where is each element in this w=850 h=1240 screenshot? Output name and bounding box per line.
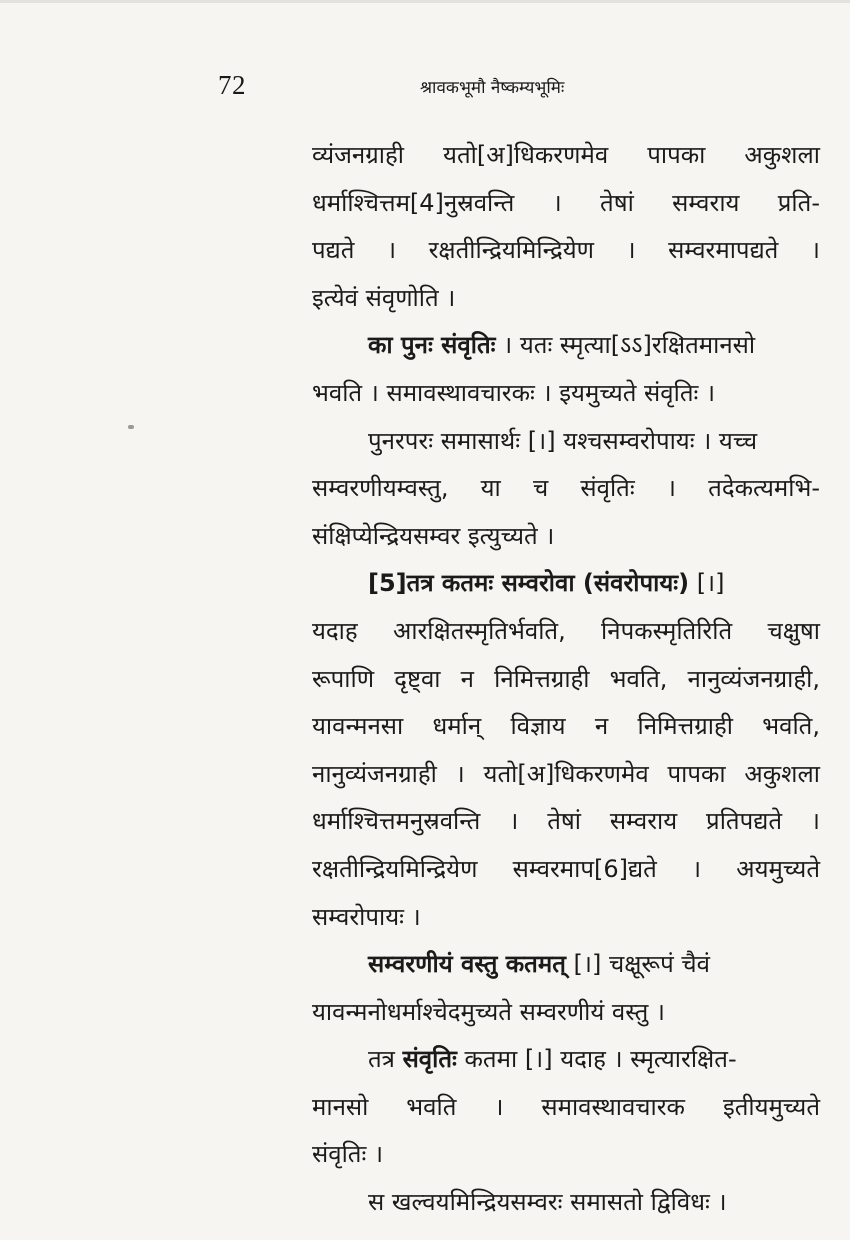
text-run: । यतः स्मृत्या[ऽऽ]रक्षितमानसो xyxy=(495,331,756,360)
text-line: धर्माश्चित्तम[4]नुस्रवन्ति । तेषां सम्वराय प्रति- xyxy=(312,188,820,217)
paragraph-start-line xyxy=(312,322,820,370)
text-line: संक्षिप्येन्द्रियसम्वर इत्युच्यते । xyxy=(312,521,555,550)
text-line: धर्माश्चित्तमनुस्रवन्ति । तेषां सम्वराय प्रतिपद्यते । xyxy=(312,807,820,836)
bold-heading-phrase: संवृतिः xyxy=(402,1045,457,1074)
text-line: यावन्मनोधर्माश्चेदमुच्यते सम्वरणीयं वस्तु । xyxy=(312,997,665,1026)
bold-heading-phrase: सम्वरणीयं वस्तु कतमत् xyxy=(368,950,566,979)
running-title: श्रावकभूमौ नैष्कम्यभूमिः xyxy=(420,78,565,98)
text-line: इत्येवं संवृणोति । xyxy=(312,283,456,312)
text-line: सम्वरणीयम्वस्तु, या च संवृतिः । तदेकत्यमभि- xyxy=(312,474,820,503)
text-line: सम्वरोपायः । xyxy=(312,902,421,931)
text-run: कतमा [।] यदाह । स्मृत्यारक्षित- xyxy=(456,1045,737,1074)
text-run: [।] चक्षूरूपं चैवं xyxy=(565,950,710,979)
text-line: व्यंजनग्राही यतो[अ]धिकरणमेव पापका अकुशला xyxy=(312,141,820,169)
paragraph-start-line: पुनरपरः समासार्थः [।] यश्चसम्वरोपायः । यच्च xyxy=(368,426,758,455)
page-body xyxy=(312,132,820,1227)
paragraph-start-line xyxy=(312,560,820,608)
text-run: [।] xyxy=(689,569,725,598)
page-number: 72 xyxy=(218,70,246,100)
page-top-edge xyxy=(0,0,850,3)
margin-speck xyxy=(128,425,134,429)
paragraph-start-line: स खल्वयमिन्द्रियसम्वरः समासतो द्विविधः । xyxy=(368,1188,727,1217)
text-line: मानसो भवति । समावस्थावचारक इतीयमुच्यते xyxy=(312,1092,820,1121)
paragraph-start-line xyxy=(312,1036,820,1084)
paragraph-start-line xyxy=(312,941,820,989)
text-line: रक्षतीन्द्रियमिन्द्रियेण सम्वरमाप[6]द्यते । अयमुच्यते xyxy=(312,854,820,883)
text-line: भवति । समावस्थावचारकः । इयमुच्यते संवृतिः । xyxy=(312,378,716,407)
text-run: तत्र xyxy=(368,1045,403,1074)
bold-heading-phrase: का पुनः संवृतिः xyxy=(368,331,496,360)
bold-heading-phrase: [5]तत्र कतमः सम्वरोवा (संवरोपायः) xyxy=(368,569,690,598)
text-line: संवृतिः । xyxy=(312,1140,384,1169)
text-line: यावन्मनसा धर्मान् विज्ञाय न निमित्तग्राही भवति, xyxy=(312,712,820,741)
text-line: नानुव्यंजनग्राही । यतो[अ]धिकरणमेव पापका अकुशला xyxy=(312,759,820,788)
text-line: यदाह आरक्षितस्मृतिर्भवति, निपकस्मृतिरिति चक्षुषा xyxy=(312,616,820,645)
text-line: रूपाणि दृष्ट्वा न निमित्तग्राही भवति, नानुव्यंजनग्राही, xyxy=(312,664,820,693)
text-line: पद्यते । रक्षतीन्द्रियमिन्द्रियेण । सम्वरमापद्यते । xyxy=(312,236,820,265)
